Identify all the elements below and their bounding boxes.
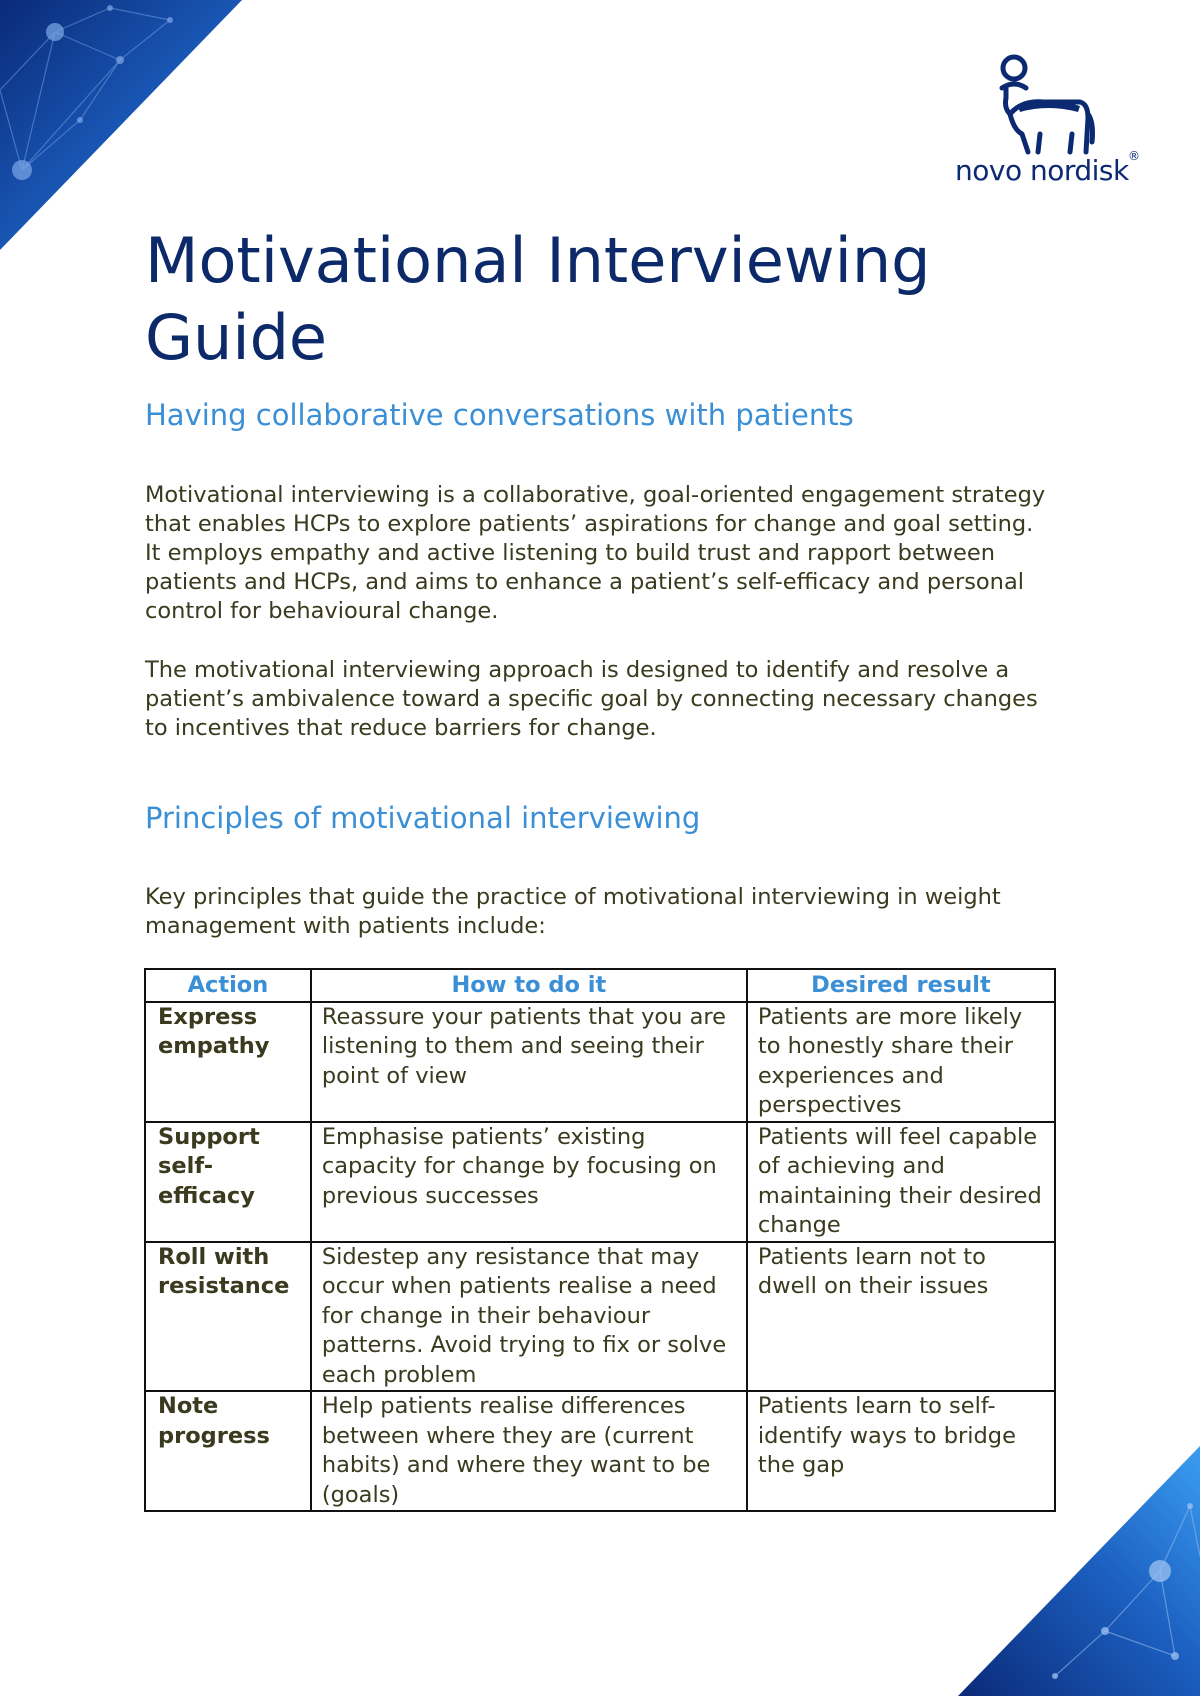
intro-paragraph: Motivational interviewing is a collaborative, goal-oriented engagement strategy that enables HCPs to explore patients’ aspirations for change and goal setting. It employs empathy and active listening to build trust and rapport between patients and HCPs, and aims to enhance a patient’s self-efficacy and personal control for behavioural change. [145, 482, 1046, 624]
how-cell: Help patients realise differences between where they are (current habits) and where they want to be (goals) [311, 1391, 747, 1511]
action-cell: Express empathy [145, 1002, 311, 1122]
action-cell: Roll with resistance [145, 1242, 311, 1392]
page-title: Motivational Interviewing Guide [145, 224, 931, 374]
result-cell: Patients will feel capable of achieving and maintaining their desired change [747, 1122, 1055, 1242]
principles-table [144, 968, 1056, 1512]
brand-wordmark: novo nordisk [955, 154, 1129, 187]
page-subtitle: Having collaborative conversations with patients [145, 398, 854, 432]
action-cell: Support self-efficacy [145, 1122, 311, 1242]
result-cell: Patients are more likely to honestly share their experiences and perspectives [747, 1002, 1055, 1122]
section-intro: Key principles that guide the practice of motivational interviewing in weight management with patients include: [145, 884, 1001, 939]
column-header-how: How to do it [311, 969, 747, 1002]
approach-paragraph: The motivational interviewing approach is designed to identify and resolve a patient’s ambivalence toward a specific goal by connecting necessary changes to incentives that reduce barriers for change. [145, 657, 1038, 741]
table-header-row [145, 969, 1055, 1002]
table-row [145, 1391, 1055, 1511]
how-cell: Reassure your patients that you are listening to them and seeing their point of view [311, 1002, 747, 1122]
action-cell: Note progress [145, 1391, 311, 1511]
section-heading: Principles of motivational interviewing [145, 801, 701, 835]
table-row [145, 1242, 1055, 1392]
result-cell: Patients learn not to dwell on their issues [747, 1242, 1055, 1392]
table-row [145, 1002, 1055, 1122]
table-row [145, 1122, 1055, 1242]
how-cell: Emphasise patients’ existing capacity for change by focusing on previous successes [311, 1122, 747, 1242]
column-header-result: Desired result [747, 969, 1055, 1002]
decorative-corner-top-left [0, 0, 245, 250]
column-header-action: Action [145, 969, 311, 1002]
how-cell: Sidestep any resistance that may occur when patients realise a need for change in their behaviour patterns. Avoid trying to fix or solve each problem [311, 1242, 747, 1392]
registered-mark: ® [1128, 149, 1140, 163]
result-cell: Patients learn to self-identify ways to bridge the gap [747, 1391, 1055, 1511]
